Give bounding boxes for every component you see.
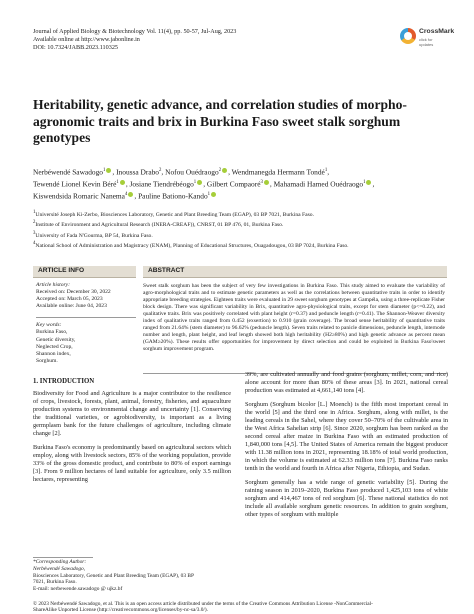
available-date: Available online: June 04, 2023 — [36, 303, 107, 310]
crossmark-button[interactable] — [400, 26, 455, 48]
paragraph: Burkina Faso's economy is predominantly based on agricultural sectors which employ, along with livestock sectors, 85% of the working population, provide 33% of the gross domestic product, and contribute to 80% of export earnings [3]. From 9 million hectares of land suitable for agriculture, only 3.5 million hectares, representing — [33, 444, 231, 483]
keyword: Shannon index, — [36, 350, 71, 357]
journal-citation: Journal of Applied Biology & Biotechnology Vol. 11(4), pp. 50-57, Jul-Aug, 2023 — [33, 28, 237, 35]
accepted-date: Accepted on: March 05, 2023 — [36, 296, 103, 303]
journal-url[interactable]: Available online at http://www.jabonline.in — [33, 35, 140, 43]
keyword: Burkina Faso, — [36, 329, 68, 336]
affiliation-item: $^1$Université Joseph Ki-Zerbo, Biosciences Laboratory, Genetic and Plant Breeding Team (EGAP), 03 BP 7021, Burkina Faso. — [33, 210, 314, 218]
orcid-icon[interactable] — [211, 192, 216, 197]
article-info — [36, 282, 136, 365]
orcid-icon[interactable] — [120, 180, 125, 185]
journal-doi[interactable]: DOI: 10.7324/JABB.2023.110325 — [33, 43, 119, 51]
crossmark-icon — [400, 28, 416, 44]
column-right — [245, 371, 448, 525]
article-info-header: ARTICLE INFO — [33, 266, 136, 278]
affiliations — [33, 209, 447, 251]
author-name: Wendmanegda Hermann Tondé — [231, 167, 325, 177]
author-name: Tewendé Lionel Kevin Béré — [33, 179, 117, 189]
author-name: Pauline Bationo-Kando — [138, 191, 208, 201]
article-title: Heritability, genetic advance, and correlation studies of morpho-agronomic traits and brix in Burkina Faso sweet stalk sorghum genotypes — [33, 97, 407, 145]
keywords-label: Key words: — [36, 322, 62, 329]
orcid-icon[interactable] — [366, 180, 371, 185]
corresponding-address: Biosciences Laboratory, Genetic and Plant Breeding Team (EGAP), 03 BP — [33, 572, 195, 579]
paragraph: Sorghum (Sorghum bicolor [L.] Moench) is the fifth most important cereal in the world [5] and the third one in Africa. Sorghum, along with millet, is the leading cereals in the Sahel, where they cover 50–70% of the cultivable area in the West Africa Sahelian strip [6]. Since 2020, sorghum has been ranked as the second cereal after maize in Burkina Faso with an estimated production of 1,840,000 tons [4,5]. The United States of America remain the biggest producer with 11.38 million tons in 2021, representing 18.18% of total world production, in which the volume is estimated at 62.33 million tons [7]. Burkina Faso ranks tenth in the world and fourth in Africa after Nigeria, Ethiopia, and Sudan. — [245, 401, 448, 472]
history-label: Article history: — [36, 282, 71, 288]
divider — [36, 317, 136, 318]
paragraph: 39%, are cultivated annually and food grains (sorghum, millet, corn, and rice) alone account for more than 80% of these areas [3]. In 2021, national cereal production was estimated at 4,661,140 tons [4]. — [245, 371, 448, 394]
orcid-icon[interactable] — [264, 180, 269, 185]
corresponding-email[interactable]: E-mail: nerbewende.sawadogo @ ujkz.bf — [33, 586, 123, 593]
author-name: Gilbert Compaoré — [206, 179, 261, 189]
section-heading: 1. INTRODUCTION — [33, 378, 95, 385]
corresponding-address: 7021, Burkina Faso. — [33, 579, 77, 586]
license-link[interactable]: ShareAlike Unported License (http://creativecommons.org/licenses/by-nc-sa/3.0/). — [33, 607, 208, 614]
divider — [33, 557, 93, 558]
abstract-text: Sweet stalk sorghum has been the subject of very few investigations in Burkina Faso. This study aimed to evaluate the variability of agro-morphological traits and to estimate genetic parameters as well as the correlations between quantitative traits in order to identify appropriate breeding strategies. Eighteen traits were evaluated in 29 sweet sorghum genotypes at Gampéla, using a three-replicate Fisher block design. There was significant variability in Brix, quantitative agro-physiological traits, except for stem diameter (p<=0.22), and qualitative traits. Brix was positively correlated with plant height (r=0.37) and peduncle length (r=0.41). The Shannon-Weaver diversity index of qualitative traits ranged from 0.452 (exsertion) to 0.910 (grain coverage). The broad sense heritability of quantitative traits ranged from 21.64% (stem diameter) to 96.62% (peduncle length). Seven traits related to panicle dimensions, peduncle length, internode number and length, plant height, and leaf length showed both high heritability (H2≥80%) and high genetic advance as percent mean (GAM≥20%). These results offer opportunities for improvement by direct selection and could be exploited in Burkina Faso'sweet sorghum improvement program. — [143, 283, 445, 353]
author-name: Kiswendsida Romaric Nanema — [33, 191, 125, 201]
license-text: © 2023 Nerbéwendé Sawadogo, et al. This is an open access article distributed under the terms of the Creative Commons Attribution License -NonCommercial- — [33, 601, 373, 607]
keyword: Genetic diversity, — [36, 336, 76, 343]
license-footer — [33, 601, 447, 614]
paragraph: Sorghum generally has a wide range of genetic variability [5]. During the raining season in 2019–2020, Burkina Faso produced 1,425,103 tons of white sorghum and 414,467 tons of red sorghum [6]. These national statistics do not include all available sorghum genetic resources. In addition to grain sorghum, other types of sorghum with multiple — [245, 479, 448, 518]
received-date: Received on: December 30, 2022 — [36, 289, 111, 296]
orcid-icon[interactable] — [197, 180, 202, 185]
author-list: Nerbéwendé Sawadogo$^1$ , Inoussa Drabo$^2$, Nofou Ouédraogo$^2$ , Wendmanegda Hermann Tondé$^1$, Tewendé Lionel Kevin Béré$^1$ , Josiane Tiendrébéogo$^1$ , Gilbert Compaoré$^3$ , Mahamadi Hamed Ouédraogo$^1$ , Kiswendsida Romaric Nanema$^4$ , Pauline Bationo-Kando$^1$ — [33, 167, 375, 201]
author-name: Josiane Tiendrébéogo — [129, 179, 194, 189]
affiliation-item: $^2$Institute of Environment and Agricultural Research (INERA-CREAF)), CNRST, 01 BP 476, 01, Burkina Faso. — [33, 220, 284, 229]
orcid-icon[interactable] — [128, 192, 133, 197]
keyword: Neglected Crop, — [36, 343, 73, 350]
corresponding-label: *Corresponding Author: — [33, 559, 87, 565]
author-name: Mahamadi Hamed Ouédraogo — [273, 179, 364, 189]
author-name: Nerbéwendé Sawadogo — [33, 167, 103, 177]
corresponding-author — [33, 559, 233, 593]
author-name: Nofou Ouédraogo — [165, 167, 219, 177]
crossmark-sublabel: click for updates — [419, 37, 434, 47]
affiliation-item: $^4$National School of Administration and Magistracy (ENAM), Planning of Educational Structures, Ouagadougou, 03 BP 7024, Burkina Faso. — [33, 241, 349, 250]
affiliation-item: $^3$University of Fada N'Gourma, BP 54, Burkina Faso. — [33, 230, 153, 239]
paragraph: Biodiversity for Food and Agriculture is a major contributor to the resilience of crops, livestock, forests, plant, animal, forestry, fisheries, and aquaculture production systems to environmental change and uncertainty [1]. Conserving the traditional varieties, or agrobiodiversity, is important as a living germplasm bank for the future challenges of agriculture, including climate change [2]. — [33, 390, 231, 437]
column-left — [33, 390, 231, 490]
journal-info — [33, 28, 236, 51]
crossmark-label: CrossMark — [419, 28, 455, 35]
corresponding-name: Nerbéwendé Sawadogo, — [33, 565, 86, 572]
author-name: Inoussa Drabo — [116, 167, 159, 177]
orcid-icon[interactable] — [222, 168, 227, 173]
abstract-header: ABSTRACT — [143, 266, 447, 278]
orcid-icon[interactable] — [106, 168, 111, 173]
keyword: Sorghum. — [36, 357, 58, 364]
